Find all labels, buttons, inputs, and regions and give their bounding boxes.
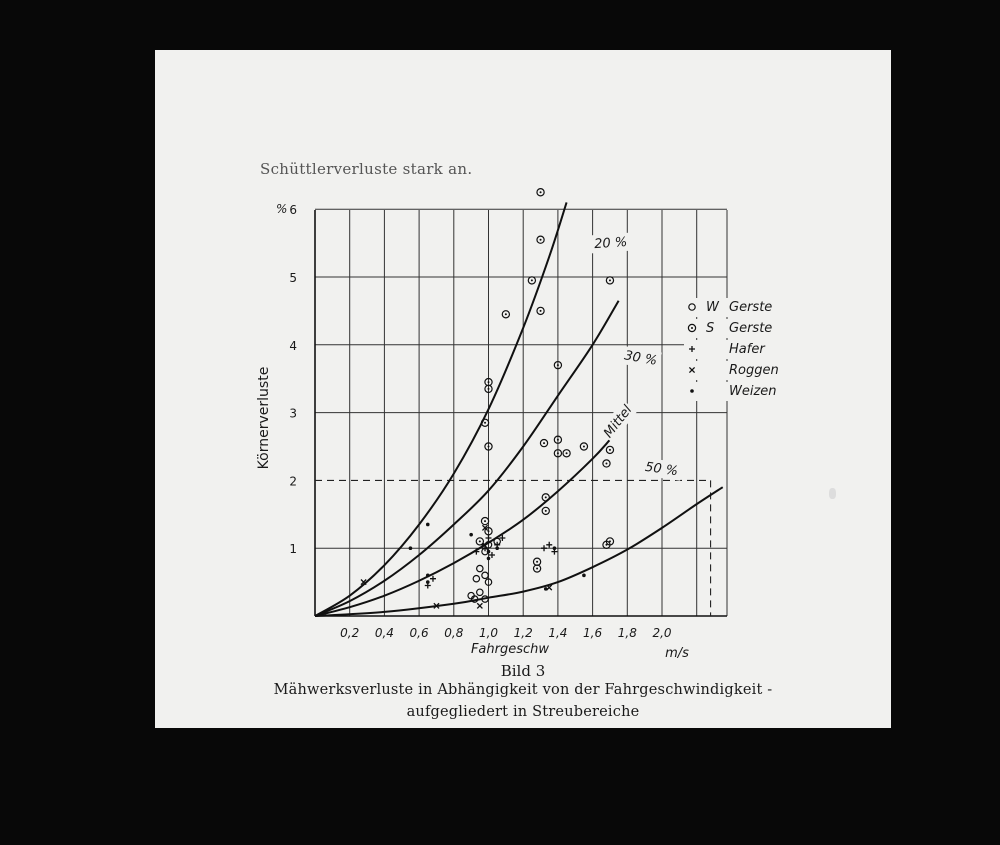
y-tick-label: 5 xyxy=(289,271,297,285)
point-weizen xyxy=(426,574,430,578)
point-weizen xyxy=(409,546,413,550)
y-tick-label: 2 xyxy=(289,474,297,489)
caption-line-2: aufgegliedert in Streubereiche xyxy=(406,704,640,720)
point-hafer xyxy=(486,535,492,541)
point-weizen xyxy=(487,550,491,554)
point-sgerste-center xyxy=(566,452,568,454)
y-tick-label: 4 xyxy=(289,338,297,353)
legend-label: Hafer xyxy=(729,342,765,357)
point-weizen xyxy=(582,574,586,578)
point-wgerste xyxy=(482,572,488,578)
x-tick-label: 0,4 xyxy=(374,626,394,640)
header-text: Schüttlerverluste stark an. xyxy=(260,160,473,178)
point-sgerste-center xyxy=(543,442,545,444)
point-sgerste-center xyxy=(540,310,542,312)
point-sgerste-center xyxy=(605,462,607,464)
point-sgerste-center xyxy=(536,568,538,570)
point-sgerste-center xyxy=(583,446,585,448)
point-sgerste-center xyxy=(540,239,542,241)
point-sgerste-center xyxy=(609,540,611,542)
point-sgerste-center xyxy=(557,439,559,441)
point-sgerste-center xyxy=(479,540,481,542)
point-weizen xyxy=(544,587,548,591)
point-weizen xyxy=(553,546,557,550)
curve-30 xyxy=(315,301,619,616)
curve-label: 50 % xyxy=(644,459,679,480)
point-sgerste-center xyxy=(488,530,490,532)
point-sgerste-center xyxy=(609,449,611,451)
y-tick-label: 1 xyxy=(289,542,297,557)
x-unit-label: m/s xyxy=(665,646,689,661)
x-tick-label: 1,0 xyxy=(478,626,499,640)
caption-number: Bild 3 xyxy=(500,662,546,680)
point-hafer xyxy=(541,545,547,551)
legend-prefix: S xyxy=(706,321,715,336)
x-axis-title: Fahrgeschw xyxy=(470,642,550,657)
point-sgerste-center xyxy=(531,279,533,281)
legend-marker xyxy=(690,389,694,393)
point-sgerste-center xyxy=(484,520,486,522)
x-tick-label: 1,4 xyxy=(548,626,568,640)
curve-label: 20 % xyxy=(593,234,628,253)
y-tick-label: 6 xyxy=(289,203,297,218)
point-sgerste-center xyxy=(505,313,507,315)
point-roggen xyxy=(477,603,482,608)
legend-label: Gerste xyxy=(729,300,773,315)
curve-label: Mittel xyxy=(601,402,636,441)
point-hafer xyxy=(546,542,552,548)
point-weizen xyxy=(481,543,485,547)
point-wgerste xyxy=(477,565,483,571)
x-tick-label: 0,2 xyxy=(340,626,360,640)
point-wgerste xyxy=(477,589,483,595)
point-weizen xyxy=(469,533,473,537)
y-unit-label: % xyxy=(276,202,288,217)
point-sgerste-center xyxy=(488,381,490,383)
curve-20 xyxy=(315,202,567,616)
legend-label: Gerste xyxy=(729,321,773,336)
point-sgerste-center xyxy=(557,364,559,366)
point-sgerste-center xyxy=(488,388,490,390)
point-sgerste-center xyxy=(536,561,538,563)
legend-marker-center xyxy=(691,327,693,329)
point-sgerste-center xyxy=(545,510,547,512)
point-sgerste-center xyxy=(484,422,486,424)
legend-label: Roggen xyxy=(729,363,779,378)
y-axis-title: Körnerverluste xyxy=(256,366,272,470)
x-tick-label: 0,6 xyxy=(409,626,429,640)
point-sgerste-center xyxy=(557,452,559,454)
curve-label: 30 % xyxy=(623,348,659,369)
film-smudge xyxy=(829,488,836,499)
x-tick-label: 0,8 xyxy=(444,626,464,640)
point-weizen xyxy=(426,523,430,527)
point-sgerste-center xyxy=(540,191,542,193)
point-wgerste xyxy=(473,576,479,582)
point-hafer xyxy=(430,576,436,582)
x-tick-label: 1,2 xyxy=(513,626,533,640)
point-weizen xyxy=(426,580,430,584)
caption-line-1: Mähwerksverluste in Abhängigkeit von der Fahrgeschwindigkeit - xyxy=(273,682,773,698)
point-weizen xyxy=(495,546,499,550)
x-tick-label: 2,0 xyxy=(652,626,672,640)
point-weizen xyxy=(487,557,491,561)
legend-prefix: W xyxy=(706,300,719,315)
x-tick-label: 1,6 xyxy=(583,626,603,640)
y-tick-label: 3 xyxy=(289,406,297,421)
point-sgerste-center xyxy=(488,446,490,448)
legend-label: Weizen xyxy=(729,384,777,399)
point-sgerste-center xyxy=(545,496,547,498)
point-hafer xyxy=(489,552,495,558)
point-sgerste-center xyxy=(609,279,611,281)
x-tick-label: 1,8 xyxy=(617,626,637,640)
